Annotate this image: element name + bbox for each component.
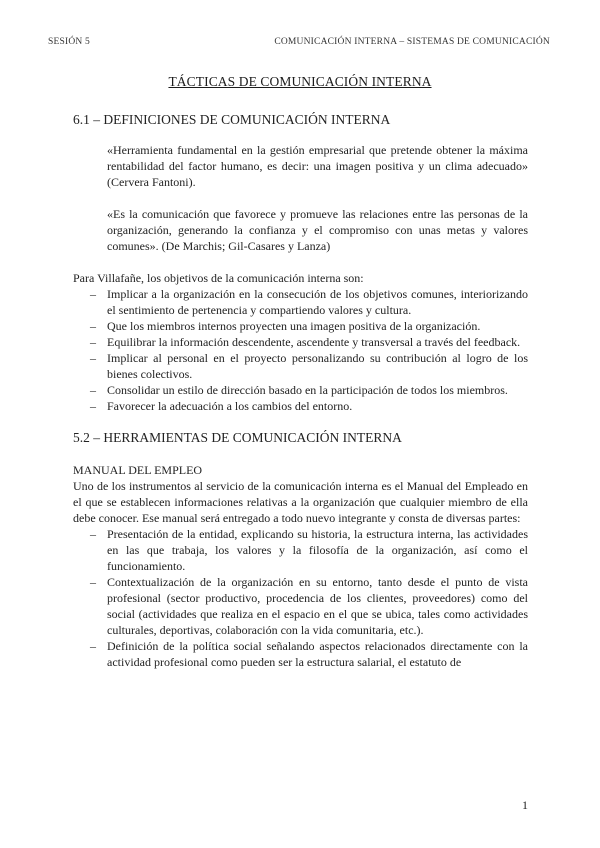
page-content [73, 112, 528, 670]
dash-marker: – [90, 399, 96, 413]
list-item [73, 350, 528, 382]
section-heading-definitions: 6.1 – DEFINICIONES DE COMUNICACIÓN INTERNA [73, 112, 391, 127]
list-item-text: Equilibrar la información descendente, ascendente y transversal a través del feedback. [107, 335, 521, 349]
page-title: TÁCTICAS DE COMUNICACIÓN INTERNA [168, 74, 432, 89]
dash-marker: – [90, 383, 96, 397]
list-item [73, 334, 528, 350]
list-item [73, 638, 528, 670]
dash-marker: – [90, 335, 96, 349]
page-number: 1 [522, 798, 528, 812]
list-item [73, 286, 528, 318]
list-item [73, 382, 528, 398]
dash-marker: – [90, 575, 96, 589]
manual-parts-list [73, 526, 528, 670]
list-item-text: Presentación de la entidad, explicando su historia, la estructura interna, las actividades en las que trabaja, los valores y la filosofía de la organización, así como el funcionamiento. [107, 527, 528, 573]
header-subject: COMUNICACIÓN INTERNA – SISTEMAS DE COMUNICACIÓN [274, 37, 550, 47]
objectives-intro: Para Villafañe, los objetivos de la comunicación interna son: [73, 271, 364, 285]
quote-de-marchis: «Es la comunicación que favorece y promueve las relaciones entre las personas de la organización, generando la confianza y el compromiso con unas metas y valores comunes». (De Marchis; Gil-Casares y Lanza) [107, 207, 528, 253]
manual-paragraph: Uno de los instrumentos al servicio de la comunicación interna es el Manual del Empleado en el que se establecen informaciones relativas a la organización que cualquier miembro de ella debe conocer. Ese manual será entregado a todo nuevo integrante y consta de diversas partes: [73, 479, 528, 525]
dash-marker: – [90, 351, 96, 365]
list-item-text: Consolidar un estilo de dirección basado en la participación de todos los miembros. [107, 383, 508, 397]
list-item [73, 398, 528, 414]
list-item [73, 526, 528, 574]
dash-marker: – [90, 319, 96, 333]
list-item [73, 318, 528, 334]
list-item-text: Implicar al personal en el proyecto personalizando su contribución al logro de los bienes colectivos. [107, 351, 528, 381]
list-item-text: Definición de la política social señalando aspectos relacionados directamente con la actividad profesional como pueden ser la estructura salarial, el estatuto de [107, 639, 528, 669]
objectives-list [73, 286, 528, 414]
subheading-manual: MANUAL DEL EMPLEO [73, 463, 203, 477]
dash-marker: – [90, 527, 96, 541]
header-session: SESIÓN 5 [48, 37, 90, 47]
list-item-text: Implicar a la organización en la consecución de los objetivos comunes, interiorizando el sentimiento de pertenencia y compartiendo valores y cultura. [107, 287, 528, 317]
dash-marker: – [90, 639, 96, 653]
section-heading-tools: 5.2 – HERRAMIENTAS DE COMUNICACIÓN INTERNA [73, 430, 402, 445]
list-item-text: Contextualización de la organización en su entorno, tanto desde el punto de vista profesional (sector productivo, procedencia de los clientes, proveedores) como del social (actividades que realiza en el espacio en el que se ubica, tales como actividades culturales, deportivas, colaboración con la vida comunitaria, etc.). [107, 575, 528, 637]
quote-cervera: «Herramienta fundamental en la gestión empresarial que pretende obtener la máxima rentabilidad del factor humano, es decir: una imagen positiva y un clima adecuado» (Cervera Fantoni). [107, 143, 528, 189]
list-item-text: Que los miembros internos proyecten una imagen positiva de la organización. [107, 319, 481, 333]
list-item [73, 574, 528, 638]
dash-marker: – [90, 287, 96, 301]
list-item-text: Favorecer la adecuación a los cambios del entorno. [107, 399, 353, 413]
